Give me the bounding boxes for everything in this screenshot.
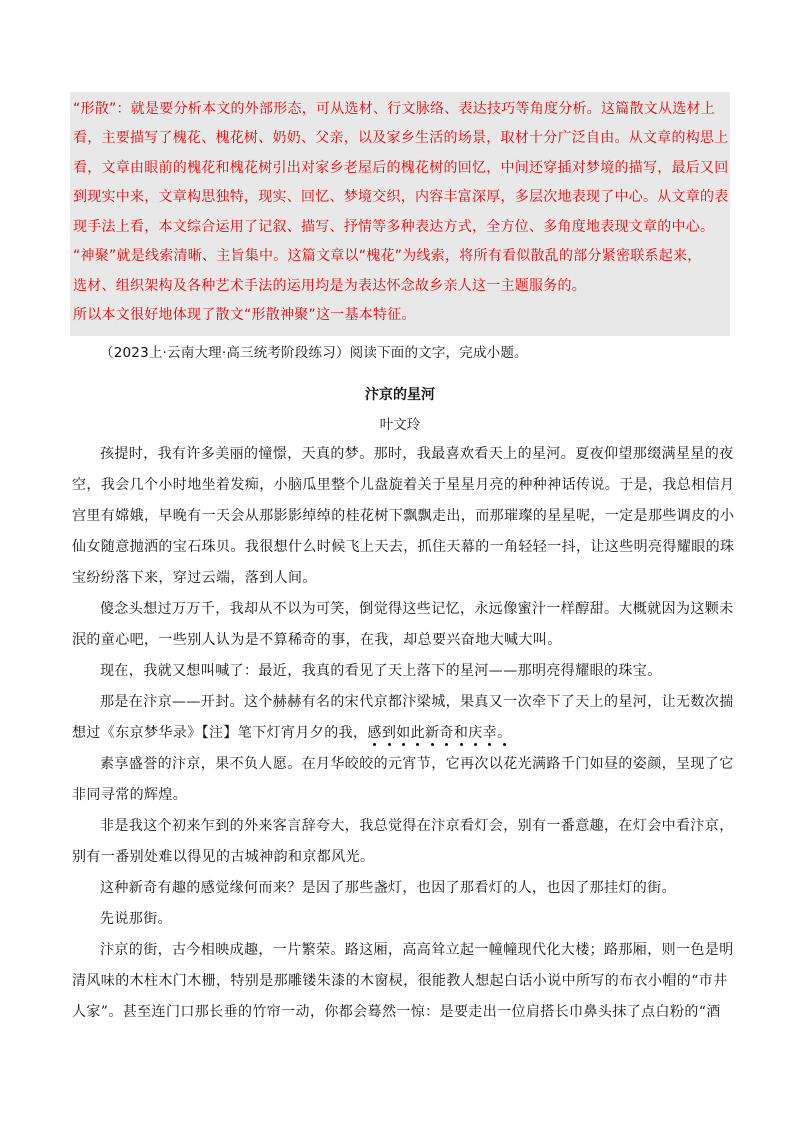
article-line: 非是我这个初来乍到的外来客言辞夸大，我总觉得在汴京看灯会，别有一番意趣，在灯会中看汴京，	[100, 818, 734, 834]
article-line: 那是在汴京——开封。这个赫赫有名的宋代京都汴梁城，果真又一次牵下了天上的星河，让无数次揣	[100, 694, 734, 710]
article-line: 汴京的街，古今相映成趣，一片繁荣。路这厢，高高耸立起一幢幢现代化大楼；路那厢，则一色是明	[100, 942, 734, 958]
answer-line: 看，文章由眼前的槐花和槐花树引出对家乡老屋后的槐花树的回忆，中间还穿插对梦境的描写，最后又回	[73, 160, 729, 176]
answer-line: 看，主要描写了槐花、槐花树、奶奶、父亲，以及家乡生活的场景，取材十分广泛自由。从文章的构思上	[73, 130, 729, 146]
article-line: 空，我会几个小时地坐着发痴，小脑瓜里整个儿盘旋着关于星星月亮的种种神话传说。于是，我总相信月	[72, 477, 735, 493]
article-line	[72, 722, 511, 742]
emphasis-char: 到	[381, 725, 397, 741]
article-line: 仙女随意抛洒的宝石珠贝。我很想什么时候飞上天去，抓住天幕的一角轻轻一抖，让这些明亮得耀眼的珠	[72, 539, 735, 555]
emphasis-char: 和	[453, 725, 469, 741]
emphasis-char: 幸	[482, 725, 498, 741]
article-line: 素享盛誉的汴京，果不负人愿。在月华皎皎的元宵节，它再次以花光满路千门如昼的姿颜，呈现了它	[100, 756, 734, 772]
emphasis-char: 新	[425, 725, 440, 741]
article-line-part: 想过《东京梦华录》【注】笔下灯宵月夕的我，	[72, 725, 368, 741]
answer-line: 到现实中来，文章构思独特，现实、回忆、梦境交织，内容丰富深厚，多层次地表现了中心。从文章的表	[73, 189, 729, 205]
emphasis-char: 感	[367, 725, 382, 741]
emphasis-char: 庆	[468, 725, 483, 741]
article-line: 先说那街。	[100, 911, 172, 927]
emphasis-char: 如	[396, 725, 411, 741]
answer-line: “形散”：就是要分析本文的外部形态，可从选材、行文脉络、表达技巧等角度分析。这篇散文从选材上	[73, 101, 716, 117]
answer-line: “神聚”就是线索清晰、主旨集中。这篇文章以“槐花”为线索，将所有看似散乱的部分紧密联系起来，	[73, 248, 702, 264]
article-line: 人家”。甚至连门口那长垂的竹帘一动，你都会蓦然一惊：是要走出一位肩搭长巾鼻头抹了点白粉的“酒	[72, 1004, 721, 1020]
question-intro: （2023上·云南大理·高三统考阶段练习）阅读下面的文字，完成小题。	[100, 345, 528, 361]
emphasized-text	[367, 725, 511, 741]
emphasis-char: 奇	[439, 725, 454, 741]
article-line: 非同寻常的辉煌。	[72, 787, 188, 803]
article-line: 别有一番别处难以得见的古城神韵和京都风光。	[72, 849, 375, 865]
emphasis-char: 。	[497, 725, 512, 741]
article-author: 叶文玲	[379, 417, 421, 433]
article-line: 傻念头想过万万千，我却从不以为可笑，倒觉得这些记忆，永远像蜜汁一样醇甜。大概就因为这颗未	[100, 601, 734, 617]
article-line: 孩提时，我有许多美丽的憧憬，天真的梦。那时，我最喜欢看天上的星河。夏夜仰望那缀满星星的夜	[100, 446, 734, 462]
article-line: 这种新奇有趣的感觉缘何而来？是因了那些盏灯，也因了那看灯的人，也因了那挂灯的街。	[100, 880, 676, 896]
article-line: 泯的童心吧，一些别人认为是不算稀奇的事，在我，却总要兴奋地大喊大叫。	[72, 632, 562, 648]
emphasis-char: 此	[410, 725, 426, 741]
answer-line: 所以本文很好地体现了散文“形散神聚”这一基本特征。	[73, 307, 416, 323]
answer-line: 选材、组织架构及各种艺术手法的运用均是为表达怀念故乡亲人这一主题服务的。	[73, 278, 586, 294]
article-line: 宝纷纷落下来，穿过云端，落到人间。	[72, 570, 317, 586]
article-line: 现在，我就又想叫喊了：最近，我真的看见了天上落下的星河——那明亮得耀眼的珠宝。	[100, 663, 662, 679]
article-title: 汴京的星河	[365, 387, 435, 403]
article-line: 宫里有嫦娥，早晚有一天会从那影影绰绰的桂花树下飘飘走出，而那璀璨的星星呢，一定是那些调皮的小	[72, 508, 735, 524]
article-line: 清风味的木柱木门木栅，特别是那雕镂朱漆的木窗棂，很能教人想起白话小说中所写的布衣小帽的“市井	[72, 973, 728, 989]
answer-line: 现手法上看，本文综合运用了记叙、描写、抒情等多种表达方式，全方位、多角度地表现文章的中心。	[73, 219, 715, 235]
